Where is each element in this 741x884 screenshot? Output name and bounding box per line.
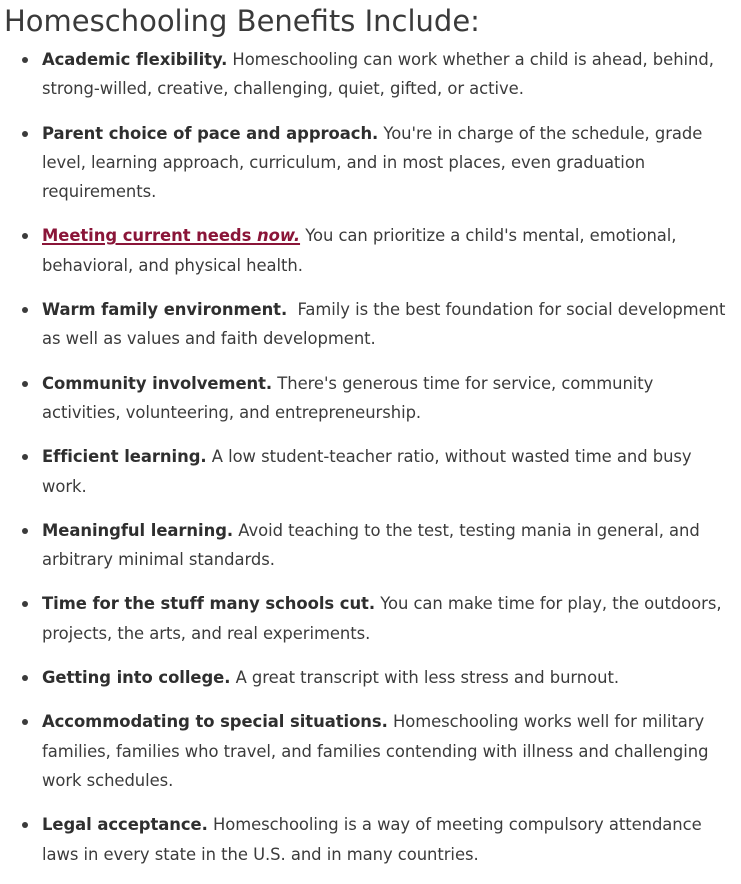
benefit-term: Warm family environment. [42,300,288,320]
meeting-current-needs-link[interactable] [42,226,300,245]
list-item-community-involvement [0,369,741,428]
benefit-description: A great transcript with less stress and burnout. [230,668,619,688]
benefit-term: Academic flexibility. [42,50,228,69]
list-item-meeting-current-needs [0,221,741,280]
benefit-term: Parent choice of pace and approach. [42,123,379,143]
benefit-description: You can prioritize a child's mental, emotional, behavioral, and physical health. [42,226,677,275]
list-item-meaningful-learning [0,516,741,575]
list-item-parent-choice [0,119,741,207]
benefit-description: There's generous time for service, community activities, volunteering, and entrepreneurship. [42,373,654,422]
benefit-term: Time for the stuff many schools cut. [42,594,376,614]
benefit-description: You can make time for play, the outdoors, projects, the arts, and real experiments. [42,594,722,643]
benefit-description: Homeschooling can work whether a child is ahead, behind, strong-willed, creative, challenging, quiet, gifted, or active. [42,50,714,99]
benefit-description: A low student-teacher ratio, without wasted time and busy work. [42,447,692,496]
benefit-term: Accommodating to special situations. [42,712,388,732]
list-item-academic-flexibility [0,45,741,104]
list-item-special-situations [0,707,741,795]
benefit-term: Getting into college. [42,668,231,688]
list-item-time-for-stuff [0,589,741,648]
list-item-legal-acceptance [0,810,741,869]
list-item-efficient-learning [0,442,741,501]
list-item-getting-into-college [0,663,741,692]
benefits-list [0,45,741,884]
benefit-description: Homeschooling works well for military families, families who travel, and families contending with illness and challenging work schedules. [42,712,709,790]
benefit-term: Community involvement. [42,373,273,393]
benefit-term: Legal acceptance. [42,815,208,835]
benefit-description: Avoid teaching to the test, testing mania in general, and arbitrary minimal standards. [42,520,700,570]
benefit-term: Meaningful learning. [42,520,234,540]
benefit-description: You're in charge of the schedule, grade level, learning approach, curriculum, and in most places, even graduation requirements. [42,123,703,202]
benefit-description: Family is the best foundation for social development as well as values and faith development. [42,300,731,349]
section-heading: Homeschooling Benefits Include: [4,4,480,38]
link-emphasis: now. [256,226,301,246]
benefit-description: Homeschooling is a way of meeting compulsory attendance laws in every state in the U.S. and in many countries. [42,815,702,864]
list-item-warm-family [0,295,741,354]
benefit-term: Efficient learning. [42,447,207,467]
link-text: Meeting current needs [42,226,257,246]
